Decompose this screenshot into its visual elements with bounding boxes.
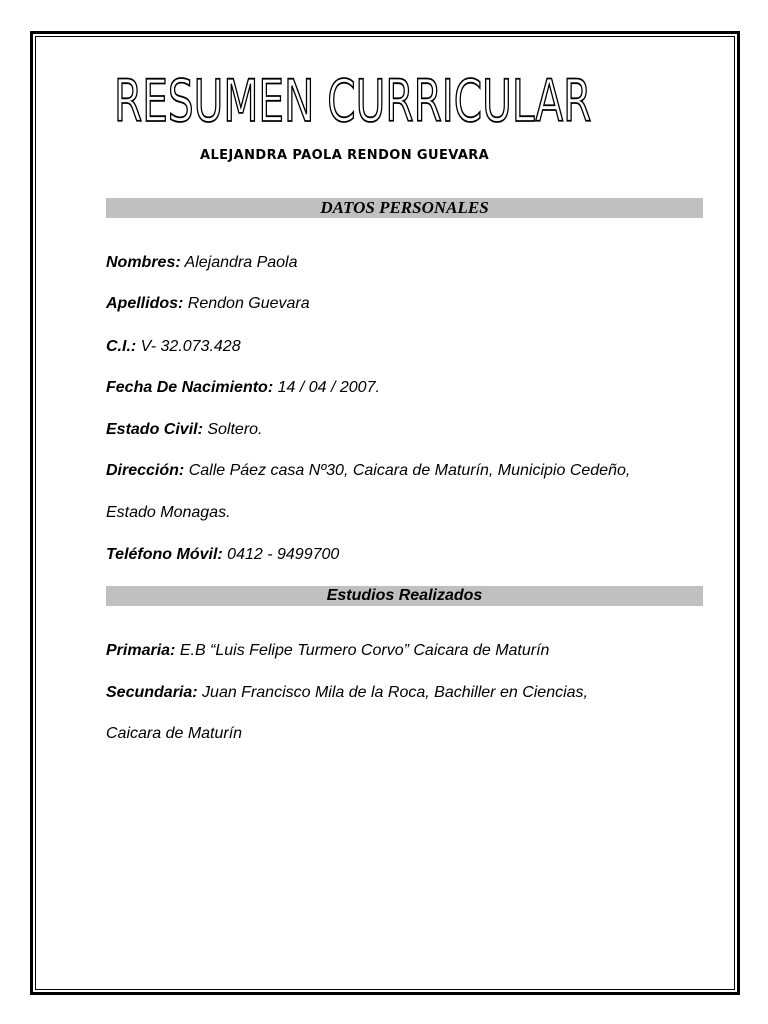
field-label: Fecha De Nacimiento: — [106, 379, 274, 396]
field-nombres — [106, 253, 298, 273]
field-value: 14 / 04 / 2007. — [273, 379, 380, 396]
section-heading-education: Estudios Realizados — [106, 586, 703, 606]
field-estado-civil — [106, 420, 263, 440]
field-fecha-nacimiento — [106, 378, 380, 398]
field-value: Calle Páez casa Nº30, Caicara de Maturín, Municipio Cedeño, — [184, 462, 631, 479]
field-label: Nombres: — [106, 254, 181, 271]
field-direccion-continued: Estado Monagas. — [106, 504, 231, 521]
field-value: 0412 - 9499700 — [222, 546, 340, 563]
field-direccion — [106, 461, 630, 481]
field-label: Dirección: — [106, 462, 185, 479]
candidate-name: ALEJANDRA PAOLA RENDON GUEVARA — [200, 148, 490, 163]
field-value: Soltero. — [202, 421, 263, 438]
field-label: C.I.: — [106, 338, 137, 355]
field-telefono — [106, 545, 339, 565]
field-label: Estado Civil: — [106, 421, 203, 438]
field-value: Rendon Guevara — [183, 295, 310, 312]
field-label: Teléfono Móvil: — [106, 546, 223, 563]
field-apellidos — [106, 294, 310, 314]
section-heading-personal: DATOS PERSONALES — [106, 198, 703, 218]
field-value: E.B “Luis Felipe Turmero Corvo” Caicara de Maturín — [175, 642, 550, 659]
field-value: Alejandra Paola — [180, 254, 298, 271]
document-title: RESUMEN CURRICULAR — [114, 67, 592, 135]
field-secundaria-continued: Caicara de Maturín — [106, 725, 243, 742]
field-label: Secundaria: — [106, 684, 198, 701]
field-value: Juan Francisco Mila de la Roca, Bachiller en Ciencias, — [197, 684, 588, 701]
field-primaria — [106, 641, 549, 661]
field-label: Primaria: — [106, 642, 176, 659]
field-label: Apellidos: — [106, 295, 184, 312]
field-value: V- 32.073.428 — [136, 338, 241, 355]
field-ci — [106, 337, 241, 357]
field-secundaria — [106, 683, 588, 703]
